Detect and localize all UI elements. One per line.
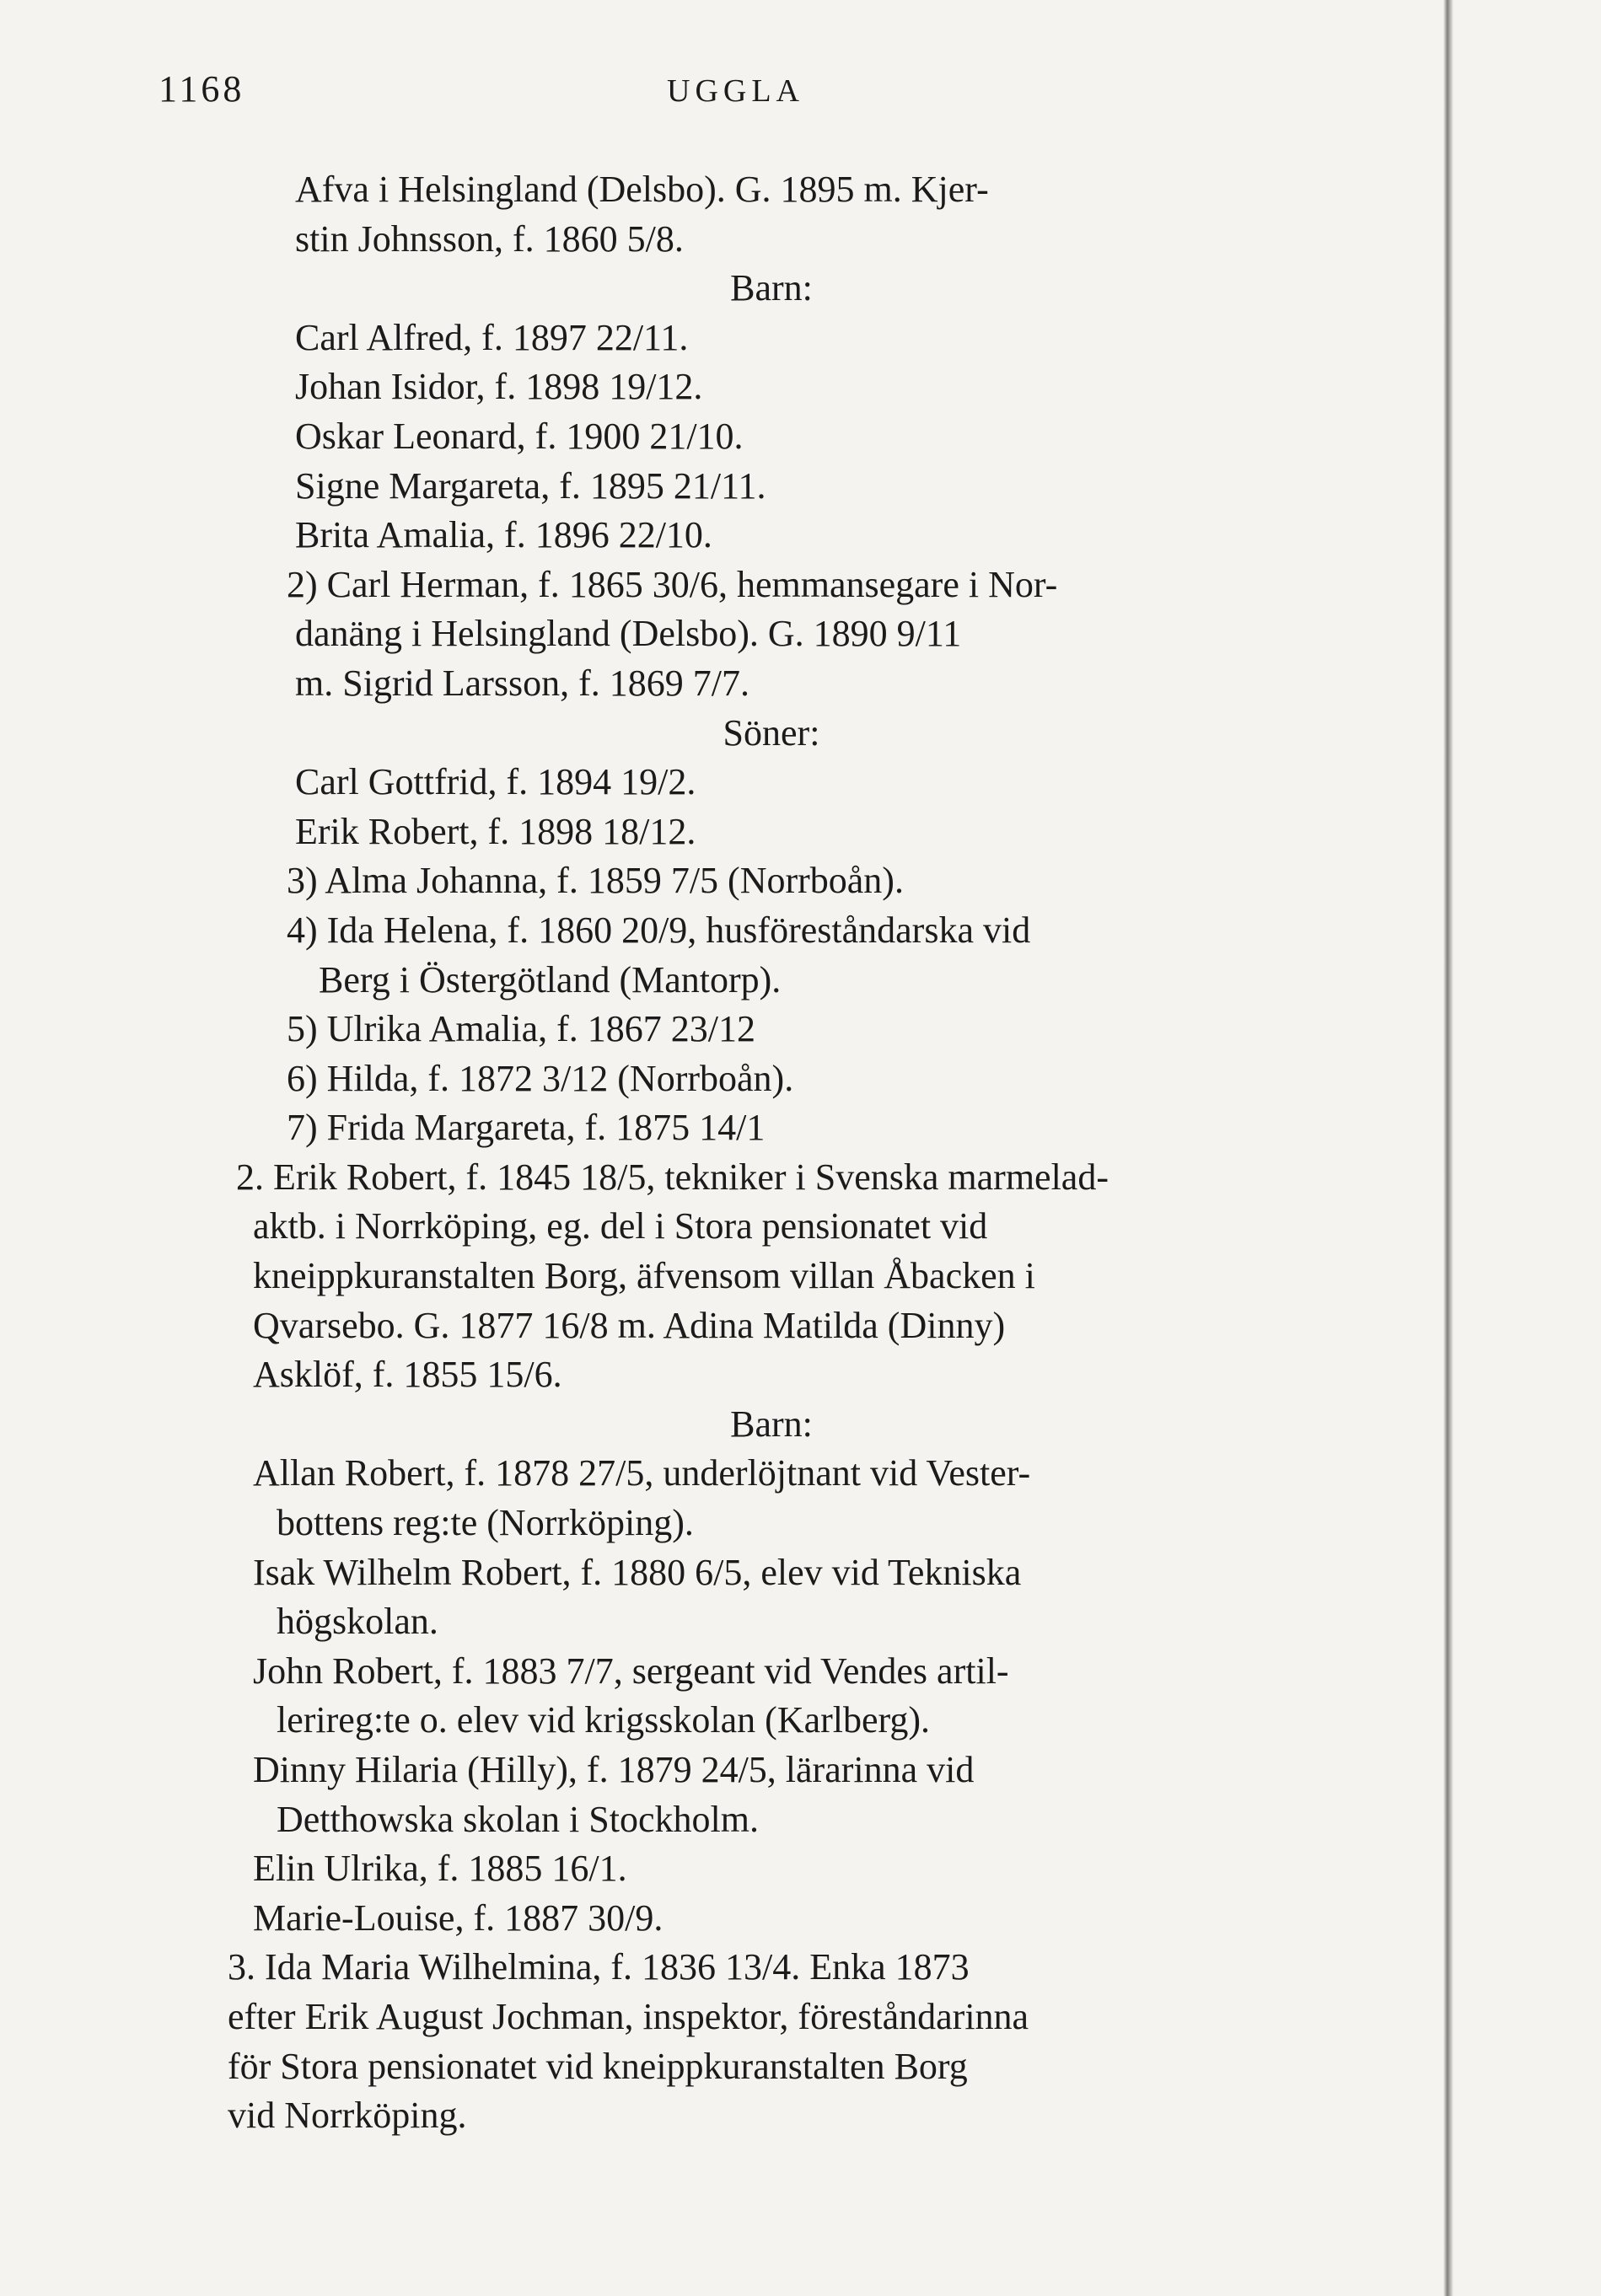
text-line: 5) Ulrika Amalia, f. 1867 23/12 [287, 1008, 756, 1050]
text-line: m. Sigrid Larsson, f. 1869 7/7. [295, 662, 749, 704]
text-line: stin Johnsson, f. 1860 5/8. [295, 217, 684, 260]
text-line: 2) Carl Herman, f. 1865 30/6, hemmansegare i Nor- [287, 563, 1058, 605]
text-line: Carl Alfred, f. 1897 22/11. [295, 316, 689, 358]
text-line: lerireg:te o. elev vid krigsskolan (Karlberg). [277, 1699, 931, 1741]
text-line: Dinny Hilaria (Hilly), f. 1879 24/5, lärarinna vid [253, 1749, 975, 1790]
text-line: Berg i Östergötland (Mantorp). [319, 958, 782, 1000]
text-line: 4) Ida Helena, f. 1860 20/9, husföreståndarska vid [287, 909, 1031, 951]
text-line: för Stora pensionatet vid kneippkuranstalten Borg [228, 2045, 968, 2087]
text-body [228, 165, 1315, 2141]
text-line: Johan Isidor, f. 1898 19/12. [295, 366, 703, 408]
section-heading: Barn: [730, 1403, 813, 1445]
running-title: UGGLA [667, 73, 804, 109]
text-line: danäng i Helsingland (Delsbo). G. 1890 9/11 [295, 613, 962, 655]
text-line: kneippkuranstalten Borg, äfvensom villan Åbacken i [253, 1255, 1035, 1297]
text-line: Qvarsebo. G. 1877 16/8 m. Adina Matilda (Dinny) [253, 1304, 1006, 1346]
page-number: 1168 [158, 68, 245, 110]
text-line: efter Erik August Jochman, inspektor, föreståndarinna [228, 1995, 1029, 2037]
text-line: högskolan. [277, 1601, 438, 1643]
text-line: Brita Amalia, f. 1896 22/10. [295, 514, 712, 556]
text-line: vid Norrköping. [228, 2095, 467, 2137]
text-line: John Robert, f. 1883 7/7, sergeant vid Vendes artil- [253, 1650, 1009, 1692]
text-line: 7) Frida Margareta, f. 1875 14/1 [287, 1107, 766, 1149]
text-line: Detthowska skolan i Stockholm. [277, 1798, 759, 1840]
text-line: Signe Margareta, f. 1895 21/11. [295, 464, 766, 507]
page-spine-shadow [1443, 0, 1453, 2296]
text-line: Marie-Louise, f. 1887 30/9. [253, 1896, 664, 1939]
text-line: Carl Gottfrid, f. 1894 19/2. [295, 761, 696, 803]
text-line: Allan Robert, f. 1878 27/5, underlöjtnant vid Vester- [253, 1452, 1031, 1494]
text-line: Oskar Leonard, f. 1900 21/10. [295, 415, 744, 457]
text-line: 2. Erik Robert, f. 1845 18/5, tekniker i Svenska marmelad- [236, 1156, 1109, 1198]
section-heading: Barn: [730, 267, 813, 309]
text-line: Asklöf, f. 1855 15/6. [253, 1354, 562, 1396]
text-line: aktb. i Norrköping, eg. del i Stora pensionatet vid [253, 1205, 988, 1247]
text-line: 3. Ida Maria Wilhelmina, f. 1836 13/4. Enka 1873 [228, 1946, 970, 1988]
text-line: Erik Robert, f. 1898 18/12. [295, 810, 696, 852]
text-line: 6) Hilda, f. 1872 3/12 (Norrboån). [287, 1057, 794, 1099]
section-heading: Söner: [723, 711, 820, 754]
text-line: Isak Wilhelm Robert, f. 1880 6/5, elev vid Tekniska [253, 1551, 1022, 1593]
text-line: Elin Ulrika, f. 1885 16/1. [253, 1848, 627, 1890]
text-line: 3) Alma Johanna, f. 1859 7/5 (Norrboån). [287, 860, 904, 902]
text-line: bottens reg:te (Norrköping). [277, 1502, 694, 1544]
page-header [158, 67, 804, 110]
text-line: Afva i Helsingland (Delsbo). G. 1895 m. Kjer- [295, 169, 989, 210]
